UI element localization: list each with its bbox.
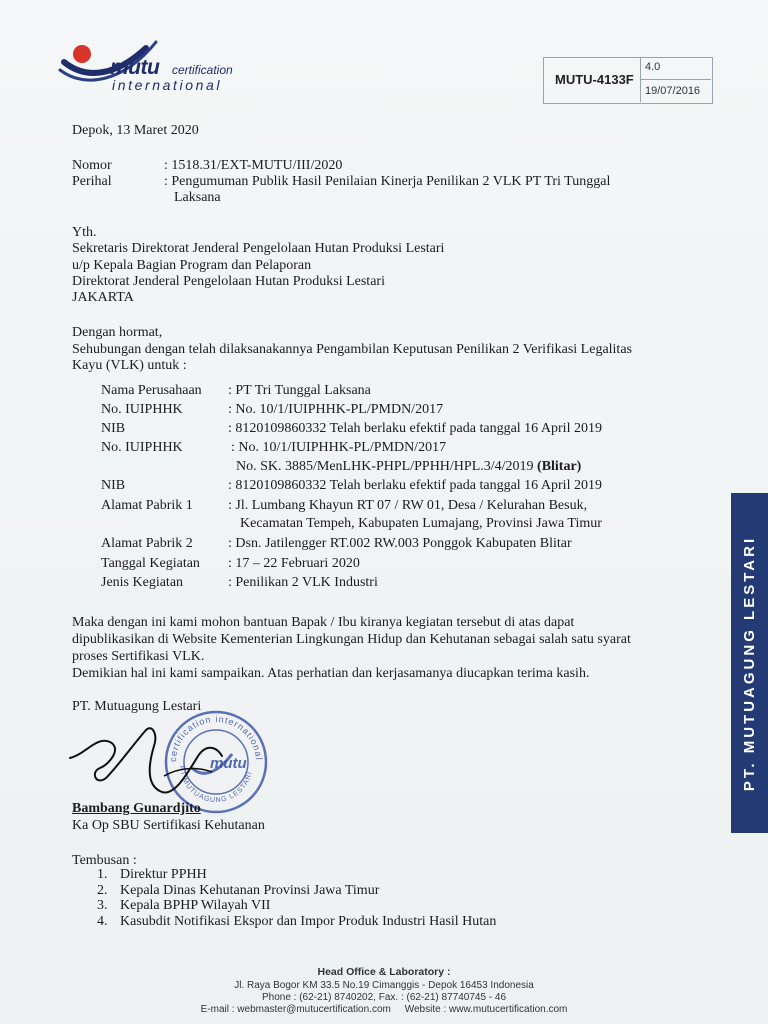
cc-number: 3. [97, 898, 108, 913]
cc-label: Tembusan : [72, 853, 137, 868]
detail-value: : 8120109860332 Telah berlaku efektif pada tanggal 16 April 2019 [228, 478, 602, 493]
addressee-line: Direktorat Jenderal Pengelolaan Hutan Produksi Lestari [72, 274, 385, 289]
detail-key: NIB [101, 478, 126, 493]
cc-number: 2. [97, 883, 108, 898]
perihal-line: : Pengumuman Publik Hasil Penilaian Kinerja Penilikan 2 VLK PT Tri Tunggal [164, 174, 611, 189]
detail-key: No. IUIPHHK [101, 440, 183, 455]
detail-key: Jenis Kegiatan [101, 575, 184, 590]
detail-value-bold: (Blitar) [537, 459, 582, 474]
logo-subtitle: certification [172, 63, 233, 77]
intro-line: Sehubungan dengan telah dilaksanakannya Pengambilan Keputusan Penilikan 2 Verifikasi Legalitas [72, 342, 632, 357]
form-code-divider [640, 79, 711, 80]
footer-title: Head Office & Laboratory : [317, 966, 451, 978]
signer-name: Bambang Gunardjito [72, 801, 201, 816]
footer-address: Jl. Raya Bogor KM 33.5 No.19 Cimanggis - Depok 16453 Indonesia [234, 980, 534, 991]
nomor-label: Nomor [72, 158, 112, 173]
detail-value: : 8120109860332 Telah berlaku efektif pada tanggal 16 April 2019 [228, 421, 602, 436]
detail-value: : No. 10/1/IUIPHHK-PL/PMDN/2017 [231, 440, 447, 455]
detail-value: : Jl. Lumbang Khayun RT 07 / RW 01, Desa / Kelurahan Besuk, [228, 498, 588, 513]
footer-contact: E-mail : webmaster@mutucertification.com Website : www.mutucertification.com [200, 1004, 568, 1015]
form-version: 4.0 [645, 61, 661, 73]
perihal-label: Perihal [72, 174, 112, 189]
detail-key: NIB [101, 421, 126, 436]
detail-value-cont: Kecamatan Tempeh, Kabupaten Lumajang, Provinsi Jawa Timur [240, 516, 602, 531]
body-line: Demikian hal ini kami sampaikan. Atas perhatian dan kerjasamanya diucapkan terima kasih. [72, 666, 590, 681]
place-date: Depok, 13 Maret 2020 [72, 123, 199, 138]
detail-value: : Dsn. Jatilengger RT.002 RW.003 Ponggok Kabupaten Blitar [228, 536, 572, 551]
addressee-line: Sekretaris Direktorat Jenderal Pengelolaan Hutan Produksi Lestari [72, 241, 445, 256]
detail-value: : Penilikan 2 VLK Industri [228, 575, 378, 590]
logo-brand: mutu [110, 56, 160, 79]
signature-icon [66, 716, 236, 806]
company-name: PT. Mutuagung Lestari [72, 699, 202, 714]
salutation-yth: Yth. [72, 225, 97, 240]
form-date: 19/07/2016 [645, 85, 701, 97]
cc-item: Kasubdit Notifikasi Ekspor dan Impor Produk Industri Hasil Hutan [120, 914, 497, 929]
intro-line: Kayu (VLK) untuk : [72, 358, 187, 373]
detail-key: Nama Perusahaan [101, 383, 202, 398]
detail-key: Alamat Pabrik 1 [101, 498, 193, 513]
detail-value: : 17 – 22 Februari 2020 [228, 556, 360, 571]
detail-value-cont [236, 458, 581, 476]
cc-number: 1. [97, 867, 108, 882]
stamp-center: mutu [210, 755, 247, 772]
cc-item: Kepala BPHP Wilayah VII [120, 898, 271, 913]
cc-number: 4. [97, 914, 108, 929]
stamp-ring-bottom: PT MUTUAGUNG LESTARI [177, 765, 254, 805]
nomor-value: : 1518.31/EXT-MUTU/III/2020 [164, 158, 343, 173]
greeting: Dengan hormat, [72, 325, 163, 340]
detail-key: No. IUIPHHK [101, 402, 183, 417]
body-line: proses Sertifikasi VLK. [72, 649, 205, 664]
cc-item: Kepala Dinas Kehutanan Provinsi Jawa Timur [120, 883, 380, 898]
detail-key: Tanggal Kegiatan [101, 556, 200, 571]
side-banner-text-wrap [731, 493, 768, 833]
form-code: MUTU-4133F [555, 72, 634, 87]
body-line: dipublikasikan di Website Kementerian Lingkungan Hidup dan Kehutanan sebagai salah satu syarat [72, 632, 631, 647]
perihal-line: Laksana [174, 190, 221, 205]
logo-tagline: international [112, 77, 223, 93]
detail-value: : PT Tri Tunggal Laksana [228, 383, 371, 398]
stamp-ring-top: certification international [167, 713, 264, 763]
detail-value: No. SK. 3885/MenLHK-PHPL/PPHH/HPL.3/4/2019 [236, 459, 534, 474]
footer-phone: Phone : (62-21) 8740202, Fax. : (62-21) 87740745 - 46 [261, 992, 507, 1003]
side-banner-text: PT. MUTUAGUNG LESTARI [741, 535, 758, 791]
signer-title: Ka Op SBU Sertifikasi Kehutanan [72, 818, 265, 833]
body-line: Maka dengan ini kami mohon bantuan Bapak / Ibu kiranya kegiatan tersebut di atas dapat [72, 615, 575, 630]
detail-key: Alamat Pabrik 2 [101, 536, 193, 551]
addressee-line: u/p Kepala Bagian Program dan Pelaporan [72, 258, 312, 273]
addressee-city: JAKARTA [72, 290, 134, 305]
detail-value: : No. 10/1/IUIPHHK-PL/PMDN/2017 [228, 402, 444, 417]
cc-item: Direktur PPHH [120, 867, 207, 882]
